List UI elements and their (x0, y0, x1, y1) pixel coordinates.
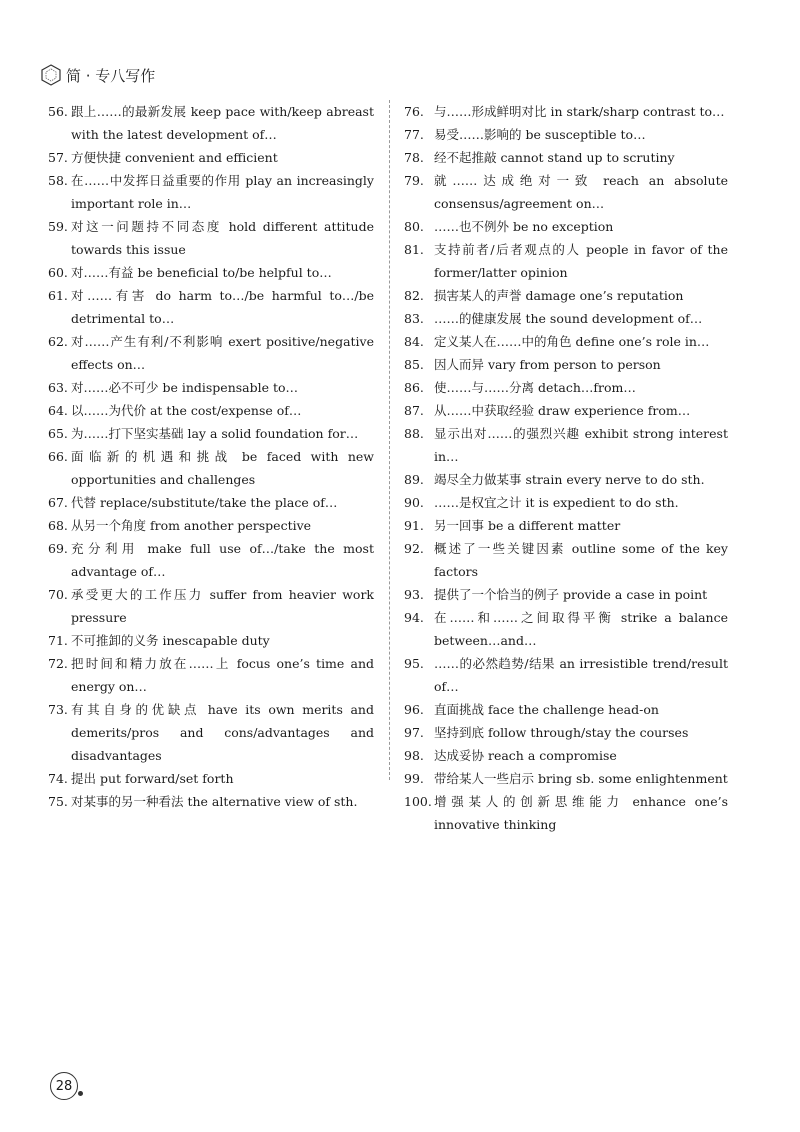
phrase-number: 85. (404, 357, 424, 372)
phrase-number: 87. (404, 403, 424, 418)
phrase-text: 坚持到底 follow through/stay the courses (434, 725, 689, 740)
phrase-item (404, 652, 728, 698)
phrase-number: 57. (48, 150, 68, 165)
header-title: 简 · 专八写作 (66, 66, 156, 85)
page-number-dot (78, 1091, 83, 1096)
phrase-number: 61. (48, 288, 68, 303)
phrase-item (48, 330, 374, 376)
phrase-item (48, 284, 374, 330)
phrase-number: 74. (48, 771, 68, 786)
phrase-text: 对……有害 do harm to…/be harmful to…/be detrimental to… (71, 288, 374, 326)
phrase-text: 概述了一些关键因素 outline some of the key factors (434, 541, 728, 579)
phrase-item (404, 399, 728, 422)
phrase-text: 对这一问题持不同态度 hold different attitude towards this issue (71, 219, 374, 257)
phrase-item (48, 445, 374, 491)
phrase-text: 就……达成绝对一致 reach an absolute consensus/agreement on… (434, 173, 728, 211)
phrase-item (48, 169, 374, 215)
phrase-number: 79. (404, 173, 424, 188)
phrase-text: 增强某人的创新思维能力 enhance one’s innovative thinking (434, 794, 728, 832)
phrase-item (404, 215, 728, 238)
phrase-number: 68. (48, 518, 68, 533)
phrase-text: 有其自身的优缺点 have its own merits and demerits/pros and cons/advantages and disadvantages (71, 702, 374, 763)
phrase-number: 91. (404, 518, 424, 533)
phrase-text: 竭尽全力做某事 strain every nerve to do sth. (434, 472, 705, 487)
phrase-text: 承受更大的工作压力 suffer from heavier work pressure (71, 587, 374, 625)
phrase-text: 对……产生有利/不利影响 exert positive/negative effects on… (71, 334, 374, 372)
phrase-number: 78. (404, 150, 424, 165)
phrase-number: 56. (48, 104, 68, 119)
phrase-number: 97. (404, 725, 424, 740)
phrase-number: 66. (48, 449, 68, 464)
phrase-number: 76. (404, 104, 424, 119)
phrase-item (48, 767, 374, 790)
phrase-item (48, 514, 374, 537)
phrase-item (48, 376, 374, 399)
phrase-number: 82. (404, 288, 424, 303)
phrase-text: 从……中获取经验 draw experience from… (434, 403, 691, 418)
phrase-number: 71. (48, 633, 68, 648)
phrase-text: 把时间和精力放在……上 focus one’s time and energy on… (71, 656, 374, 694)
phrase-number: 98. (404, 748, 424, 763)
phrase-number: 65. (48, 426, 68, 441)
phrase-text: 为……打下坚实基础 lay a solid foundation for… (71, 426, 359, 441)
phrase-item (48, 100, 374, 146)
phrase-number: 100. (404, 794, 432, 809)
phrase-number: 59. (48, 219, 68, 234)
phrase-text: 损害某人的声誉 damage one’s reputation (434, 288, 684, 303)
phrase-item (404, 744, 728, 767)
phrase-text: 以……为代价 at the cost/expense of… (71, 403, 302, 418)
phrase-text: ……是权宜之计 it is expedient to do sth. (434, 495, 679, 510)
phrase-text: 提出 put forward/set forth (71, 771, 234, 786)
phrase-item (404, 238, 728, 284)
phrase-item (404, 146, 728, 169)
phrase-item (404, 790, 728, 836)
phrase-text: 带给某人一些启示 bring sb. some enlightenment (434, 771, 728, 786)
phrase-number: 81. (404, 242, 424, 257)
phrase-text: 在……中发挥日益重要的作用 play an increasingly important role in… (71, 173, 374, 211)
phrase-number: 73. (48, 702, 68, 717)
phrase-item (48, 537, 374, 583)
phrase-text: 支持前者/后者观点的人 people in favor of the former/latter opinion (434, 242, 728, 280)
phrase-item (48, 698, 374, 767)
phrase-item (404, 537, 728, 583)
phrase-number: 75. (48, 794, 68, 809)
phrase-item (404, 284, 728, 307)
phrase-text: 从另一个角度 from another perspective (71, 518, 312, 533)
phrase-number: 58. (48, 173, 68, 188)
phrase-text: 显示出对……的强烈兴趣 exhibit strong interest in… (434, 426, 728, 464)
phrase-number: 77. (404, 127, 424, 142)
phrase-text: 不可推卸的义务 inescapable duty (71, 633, 270, 648)
phrase-number: 92. (404, 541, 424, 556)
phrase-text: 达成妥协 reach a compromise (434, 748, 617, 763)
phrase-number: 88. (404, 426, 424, 441)
phrase-number: 95. (404, 656, 424, 671)
phrase-number: 84. (404, 334, 424, 349)
phrase-text: 经不起推敲 cannot stand up to scrutiny (434, 150, 675, 165)
phrase-item (404, 376, 728, 399)
phrase-text: 在……和……之间取得平衡 strike a balance between…and… (434, 610, 728, 648)
phrase-text: 充分利用 make full use of…/take the most advantage of… (71, 541, 374, 579)
phrase-item (404, 330, 728, 353)
phrase-number: 67. (48, 495, 68, 510)
page-number: 28 (50, 1072, 78, 1100)
phrase-text: 与……形成鲜明对比 in stark/sharp contrast to… (434, 104, 725, 119)
phrase-text: ……的健康发展 the sound development of… (434, 311, 703, 326)
phrase-item (48, 146, 374, 169)
phrase-number: 70. (48, 587, 68, 602)
phrase-text: 面临新的机遇和挑战 be faced with new opportunities and challenges (71, 449, 374, 487)
phrase-text: 易受……影响的 be susceptible to… (434, 127, 646, 142)
phrase-item (48, 422, 374, 445)
phrase-item (48, 215, 374, 261)
phrase-number: 62. (48, 334, 68, 349)
phrase-text: 使……与……分离 detach…from… (434, 380, 636, 395)
phrase-number: 60. (48, 265, 68, 280)
phrase-item (404, 353, 728, 376)
phrase-item (404, 698, 728, 721)
phrase-text: ……也不例外 be no exception (434, 219, 614, 234)
phrase-number: 99. (404, 771, 424, 786)
phrase-item (404, 123, 728, 146)
phrase-text: 方便快捷 convenient and efficient (71, 150, 278, 165)
phrase-item (404, 307, 728, 330)
phrase-text: 因人而异 vary from person to person (434, 357, 661, 372)
phrase-text: ……的必然趋势/结果 an irresistible trend/result of… (434, 656, 728, 694)
phrase-item (48, 261, 374, 284)
phrase-number: 89. (404, 472, 424, 487)
phrase-number: 83. (404, 311, 424, 326)
phrase-item (404, 468, 728, 491)
phrase-item (404, 514, 728, 537)
phrase-number: 90. (404, 495, 424, 510)
phrase-text: 对……有益 be beneficial to/be helpful to… (71, 265, 332, 280)
phrase-item (404, 606, 728, 652)
phrase-item (404, 767, 728, 790)
phrase-text: 代替 replace/substitute/take the place of… (71, 495, 338, 510)
phrase-text: 对……必不可少 be indispensable to… (71, 380, 299, 395)
phrase-text: 跟上……的最新发展 keep pace with/keep abreast with the latest development of… (71, 104, 374, 142)
phrase-number: 96. (404, 702, 424, 717)
phrase-number: 94. (404, 610, 424, 625)
phrase-text: 定义某人在……中的角色 define one’s role in… (434, 334, 710, 349)
phrase-number: 69. (48, 541, 68, 556)
phrase-text: 另一回事 be a different matter (434, 518, 621, 533)
phrase-item (48, 491, 374, 514)
phrase-item (404, 169, 728, 215)
column-divider (389, 100, 390, 780)
phrase-number: 86. (404, 380, 424, 395)
phrase-item (48, 583, 374, 629)
phrase-item (404, 422, 728, 468)
phrase-text: 对某事的另一种看法 the alternative view of sth. (71, 794, 358, 809)
phrase-number: 80. (404, 219, 424, 234)
phrase-item (404, 583, 728, 606)
left-column (48, 100, 374, 813)
right-column (404, 100, 728, 836)
phrase-number: 64. (48, 403, 68, 418)
page-header (40, 64, 155, 86)
phrase-item (48, 790, 374, 813)
phrase-item (48, 399, 374, 422)
phrase-item (404, 491, 728, 514)
phrase-number: 72. (48, 656, 68, 671)
phrase-number: 93. (404, 587, 424, 602)
phrase-item (404, 721, 728, 744)
phrase-text: 提供了一个恰当的例子 provide a case in point (434, 587, 708, 602)
phrase-item (404, 100, 728, 123)
phrase-number: 63. (48, 380, 68, 395)
phrase-item (48, 652, 374, 698)
phrase-item (48, 629, 374, 652)
book-hexagon-icon (40, 64, 62, 86)
phrase-text: 直面挑战 face the challenge head-on (434, 702, 659, 717)
